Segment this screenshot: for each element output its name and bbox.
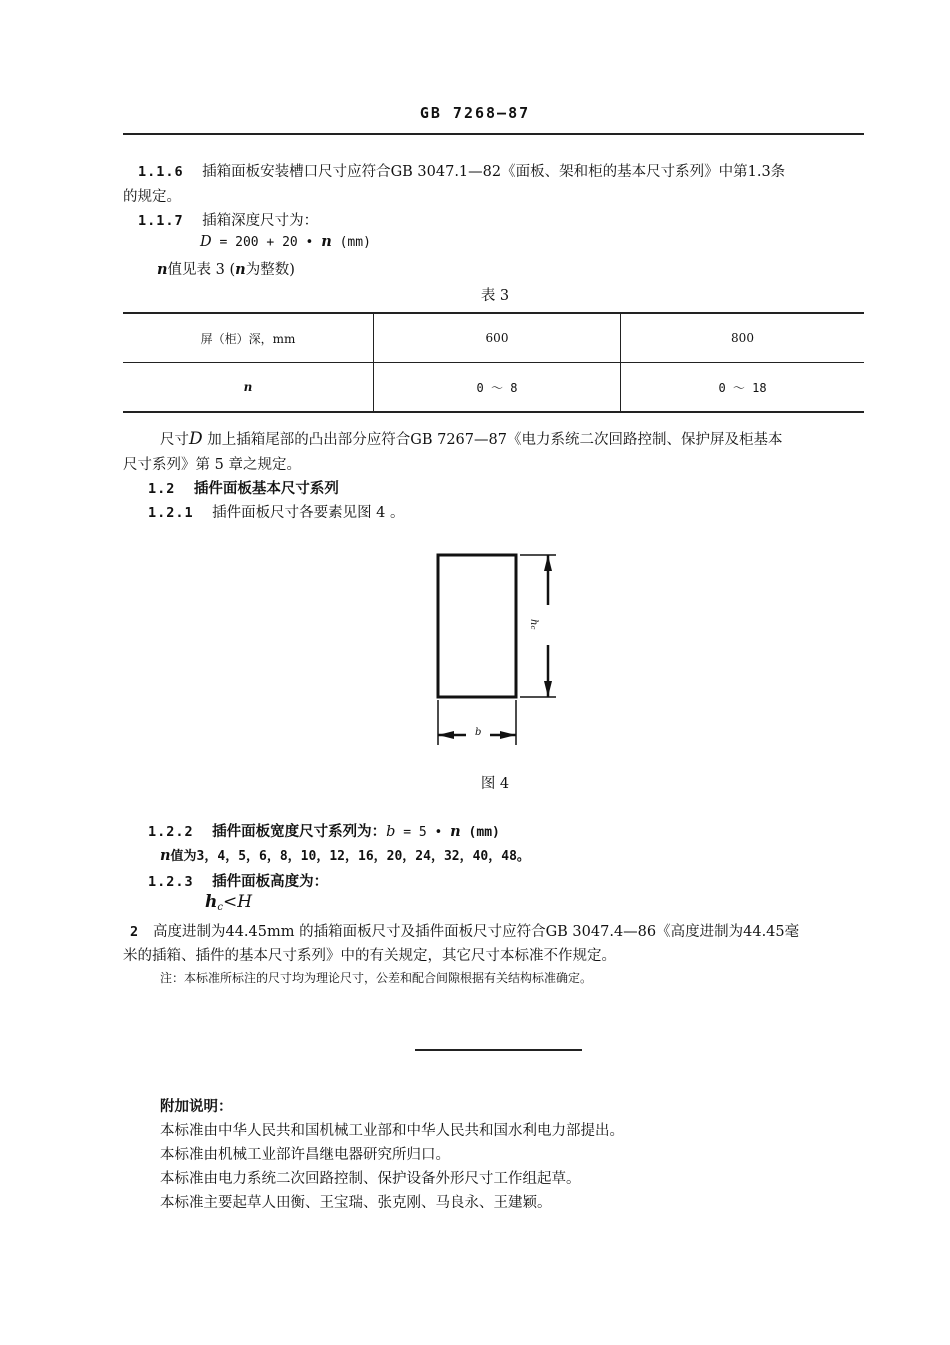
appendix-title: 附加说明：	[160, 1098, 233, 1115]
section-number: 1.2.1	[148, 505, 194, 521]
table-header-row	[123, 313, 864, 363]
section-text: 插件面板高度为：	[212, 873, 329, 890]
n-var: n	[235, 261, 246, 278]
dimension-d-paragraph-cont: 尺寸系列》第 5 章之规定。	[123, 457, 301, 473]
figure-4-diagram	[420, 545, 580, 755]
section-text: 插件面板宽度尺寸系列为：	[212, 823, 387, 840]
table-header-cell: 屏（柜）深，mm	[123, 313, 374, 363]
formula-var-h: h	[205, 892, 218, 912]
depth-formula	[200, 233, 371, 250]
section-number: 1.1.6	[138, 164, 184, 180]
section-title: 插件面板基本尺寸系列	[193, 480, 339, 497]
arrow-right-icon	[500, 731, 516, 739]
n-note-end: 为整数)	[245, 262, 295, 278]
arrow-down-icon	[544, 681, 552, 697]
appendix-line: 本标准由中华人民共和国机械工业部和中华人民共和国水利电力部提出。	[160, 1123, 624, 1139]
figure-label-hc	[528, 619, 539, 629]
document-code: GB 7268—87	[419, 104, 531, 122]
section-number: 1.2	[148, 481, 176, 497]
n-note-mid: 值见表 3 (	[167, 262, 236, 278]
table-3	[123, 312, 864, 413]
formula-sub-c: c	[217, 902, 223, 913]
text-part: 加上插箱尾部的凸出部分应符合GB 7267—87《电力系统二次回路控制、保护屏及柜基本	[202, 432, 783, 448]
appendix-line: 本标准主要起草人田衡、王宝瑞、张克刚、马良永、王建颖。	[160, 1195, 552, 1211]
n-var: n	[160, 847, 171, 864]
formula-body: = 200 + 20 •	[211, 235, 322, 250]
formula-rest: <H	[222, 892, 253, 912]
section-text: 插箱面板安装槽口尺寸应符合GB 3047.1—82《面板、架和柜的基本尺寸系列》中第1.3条	[202, 164, 786, 180]
section-1-2-1	[148, 501, 405, 522]
n-note	[157, 258, 295, 279]
appendix-line: 本标准由电力系统二次回路控制、保护设备外形尺寸工作组起草。	[160, 1171, 581, 1187]
section-number: 1.1.7	[138, 213, 184, 229]
section-1-2	[148, 477, 339, 498]
arrow-left-icon	[438, 731, 454, 739]
table-cell: 0 ～ 18	[621, 363, 865, 413]
table-header-cell: 800	[621, 313, 865, 363]
table-header-cell: 600	[374, 313, 621, 363]
section-2-cont: 米的插箱、插件的基本尺寸系列》中的有关规定，其它尺寸本标准不作规定。	[123, 948, 616, 964]
height-formula	[205, 892, 252, 913]
var-d: D	[189, 429, 203, 449]
section-2	[130, 920, 799, 941]
note: 注：本标准所标注的尺寸均为理论尺寸，公差和配合间隙根据有关结构标准确定。	[160, 971, 593, 985]
n-var: n	[157, 261, 168, 278]
section-1-2-2	[148, 820, 500, 841]
figure-label-b: b	[475, 727, 482, 738]
n-values	[160, 845, 530, 864]
arrow-up-icon	[544, 555, 552, 571]
panel-rect	[438, 555, 516, 697]
table-caption: 表 3	[480, 288, 510, 304]
section-number: 1.2.2	[148, 824, 194, 840]
section-text: 高度进制为44.45mm 的插箱面板尺寸及插件面板尺寸应符合GB 3047.4—86《高度进制为44.45毫	[152, 924, 800, 940]
formula-unit: (mm)	[331, 235, 371, 250]
section-number: 1.2.3	[148, 874, 194, 890]
dimension-d-paragraph	[160, 428, 782, 449]
formula-var-b: b	[386, 824, 396, 840]
appendix-line: 本标准由机械工业部许昌继电器研究所归口。	[160, 1147, 450, 1163]
section-number: 2	[130, 924, 140, 940]
section-text: 插箱深度尺寸为：	[202, 213, 319, 229]
table-row	[123, 363, 864, 413]
n-values-list: 值为3，4，5，6，8，10，12，16，20，24，32，40，48。	[170, 849, 530, 864]
text-part: 尺寸	[160, 432, 189, 448]
formula-var-n: n	[321, 233, 332, 250]
table-cell: 0 ～ 8	[374, 363, 621, 413]
table-cell: n	[123, 363, 374, 413]
section-1-1-7	[138, 209, 318, 230]
label-h-sub: c	[529, 625, 537, 630]
figure-caption: 图 4	[480, 776, 510, 792]
section-1-1-6-cont: 的规定。	[123, 189, 181, 205]
section-text: 插件面板尺寸各要素见图 4 。	[212, 505, 405, 521]
formula-var-d: D	[200, 234, 212, 250]
label-h: h	[528, 619, 539, 626]
section-1-2-3	[148, 870, 328, 891]
section-1-1-6	[138, 160, 785, 181]
formula-var-n: n	[450, 823, 461, 840]
formula-unit: (mm)	[460, 825, 500, 840]
separator-rule	[415, 1049, 582, 1051]
header-rule	[123, 133, 864, 135]
formula-body: = 5 •	[395, 825, 451, 840]
